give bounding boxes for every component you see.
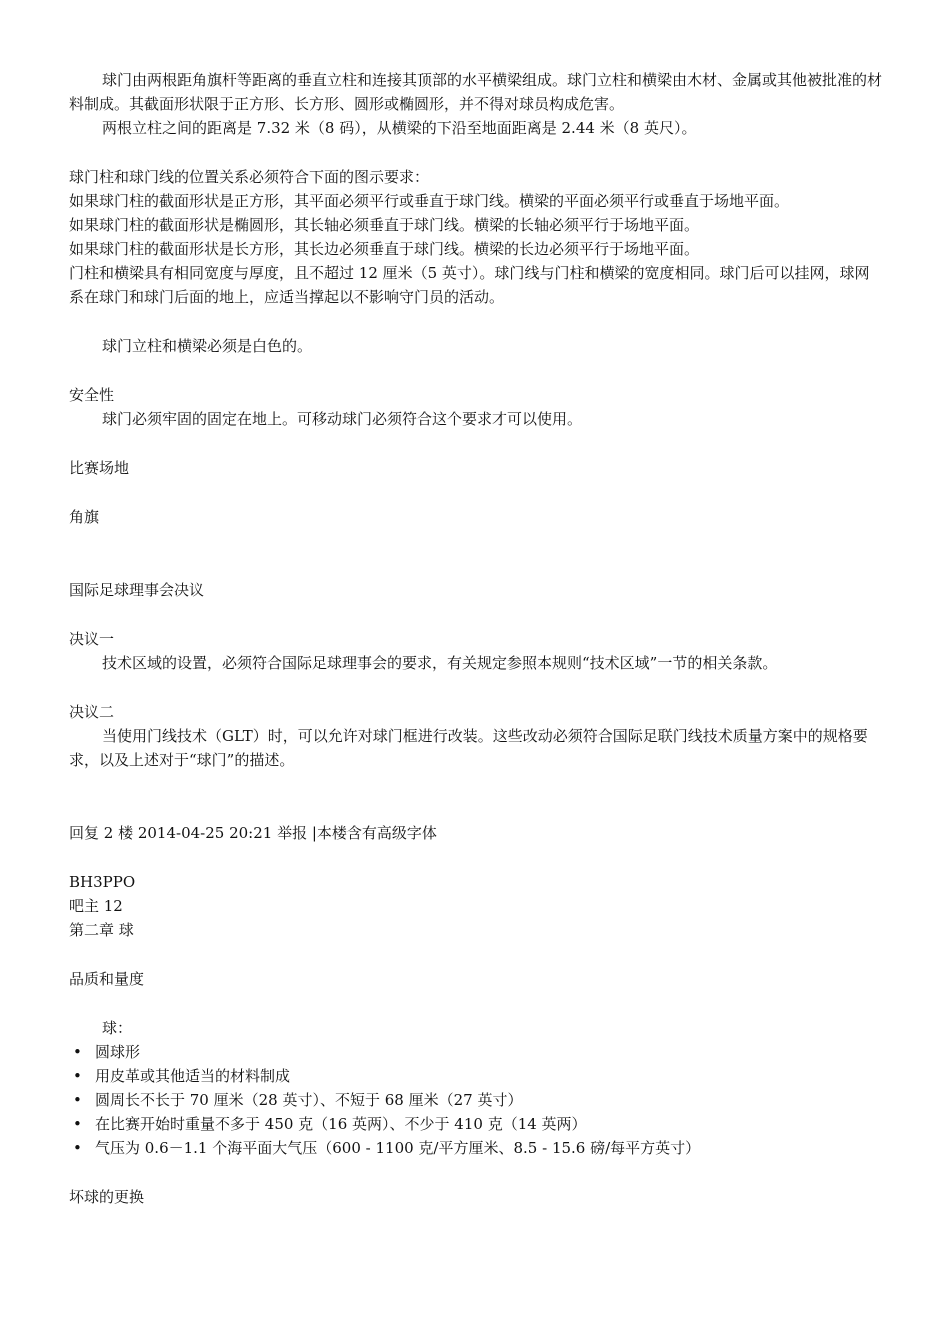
goal-paragraph-ellipse: 如果球门柱的截面形状是椭圆形，其长轴必须垂直于球门线。横梁的长轴必须平行于场地平面。 xyxy=(69,216,700,234)
section-title-quality: 品质和量度 xyxy=(69,970,145,988)
list-item-text: 圆球形 xyxy=(95,1043,141,1061)
list-item xyxy=(69,1064,884,1088)
ifab-decisions-heading: 国际足球理事会决议 xyxy=(69,581,205,599)
list-item xyxy=(69,1112,884,1136)
goal-paragraph-dimensions: 两根立柱之间的距离是 7.32 米（8 码），从横梁的下沿至地面距离是 2.44 米（8 英尺）。 xyxy=(102,119,697,137)
field-heading: 比赛场地 xyxy=(69,459,130,477)
list-item-text: 用皮革或其他适当的材料制成 xyxy=(95,1067,291,1085)
list-item-text: 在比赛开始时重量不多于 450 克（16 英两）、不少于 410 克（14 英两） xyxy=(95,1115,587,1133)
bullet-icon: • xyxy=(73,1115,82,1133)
decision-one-heading: 决议一 xyxy=(69,630,115,648)
post-author-role: 吧主 12 xyxy=(69,897,123,915)
reply-meta-line[interactable]: 回复 2 楼 2014-04-25 20:21 举报 |本楼含有高级字体 xyxy=(69,824,437,842)
post-author[interactable]: BH3PPO xyxy=(69,873,136,891)
decision-one-text: 技术区域的设置，必须符合国际足球理事会的要求，有关规定参照本规则“技术区域”一节的相关条款。 xyxy=(102,654,778,672)
goal-paragraph-square: 如果球门柱的截面形状是正方形，其平面必须平行或垂直于球门线。横梁的平面必须平行或垂直于场地平面。 xyxy=(69,192,790,210)
list-item xyxy=(69,1040,884,1064)
list-item xyxy=(69,1136,884,1160)
ball-label: 球： xyxy=(102,1019,133,1037)
bullet-icon: • xyxy=(73,1067,82,1085)
decision-two-text: 当使用门线技术（GLT）时，可以允许对球门框进行改装。这些改动必须符合国际足联门线技术质量方案中的规格要求，以及上述对于“球门”的描述。 xyxy=(69,727,868,769)
goal-paragraph-rectangle: 如果球门柱的截面形状是长方形，其长边必须垂直于球门线。横梁的长边必须平行于场地平面。 xyxy=(69,240,700,258)
chapter-title: 第二章 球 xyxy=(69,921,134,939)
goal-paragraph-structure: 球门由两根距角旗杆等距离的垂直立柱和连接其顶部的水平横梁组成。球门立柱和横梁由木材、金属或其他被批准的材料制成。其截面形状限于正方形、长方形、圆形或椭圆形，并不得对球员构成危害。 xyxy=(69,71,883,113)
ball-spec-list xyxy=(69,1040,884,1160)
goal-paragraph-width-net: 门柱和横梁具有相同宽度与厚度，且不超过 12 厘米（5 英寸）。球门线与门柱和横梁的宽度相同。球门后可以挂网，球网系在球门和球门后面的地上，应适当撑起以不影响守门员的活动。 xyxy=(69,264,870,306)
goal-paragraph-position: 球门柱和球门线的位置关系必须符合下面的图示要求： xyxy=(69,168,430,186)
corner-flag-heading: 角旗 xyxy=(69,508,100,526)
decision-two-heading: 决议二 xyxy=(69,703,115,721)
goal-paragraph-color: 球门立柱和横梁必须是白色的。 xyxy=(102,337,313,355)
bullet-icon: • xyxy=(73,1139,82,1157)
safety-heading: 安全性 xyxy=(69,386,115,404)
document-page xyxy=(69,68,884,1209)
section-title-replacement: 坏球的更换 xyxy=(69,1188,145,1206)
bullet-icon: • xyxy=(73,1091,82,1109)
list-item-text: 圆周长不长于 70 厘米（28 英寸）、不短于 68 厘米（27 英寸） xyxy=(95,1091,523,1109)
safety-text: 球门必须牢固的固定在地上。可移动球门必须符合这个要求才可以使用。 xyxy=(102,410,583,428)
list-item-text: 气压为 0.6－1.1 个海平面大气压（600 - 1100 克/平方厘米、8.5 - 15.6 磅/每平方英寸） xyxy=(95,1139,701,1157)
bullet-icon: • xyxy=(73,1043,82,1061)
list-item xyxy=(69,1088,884,1112)
